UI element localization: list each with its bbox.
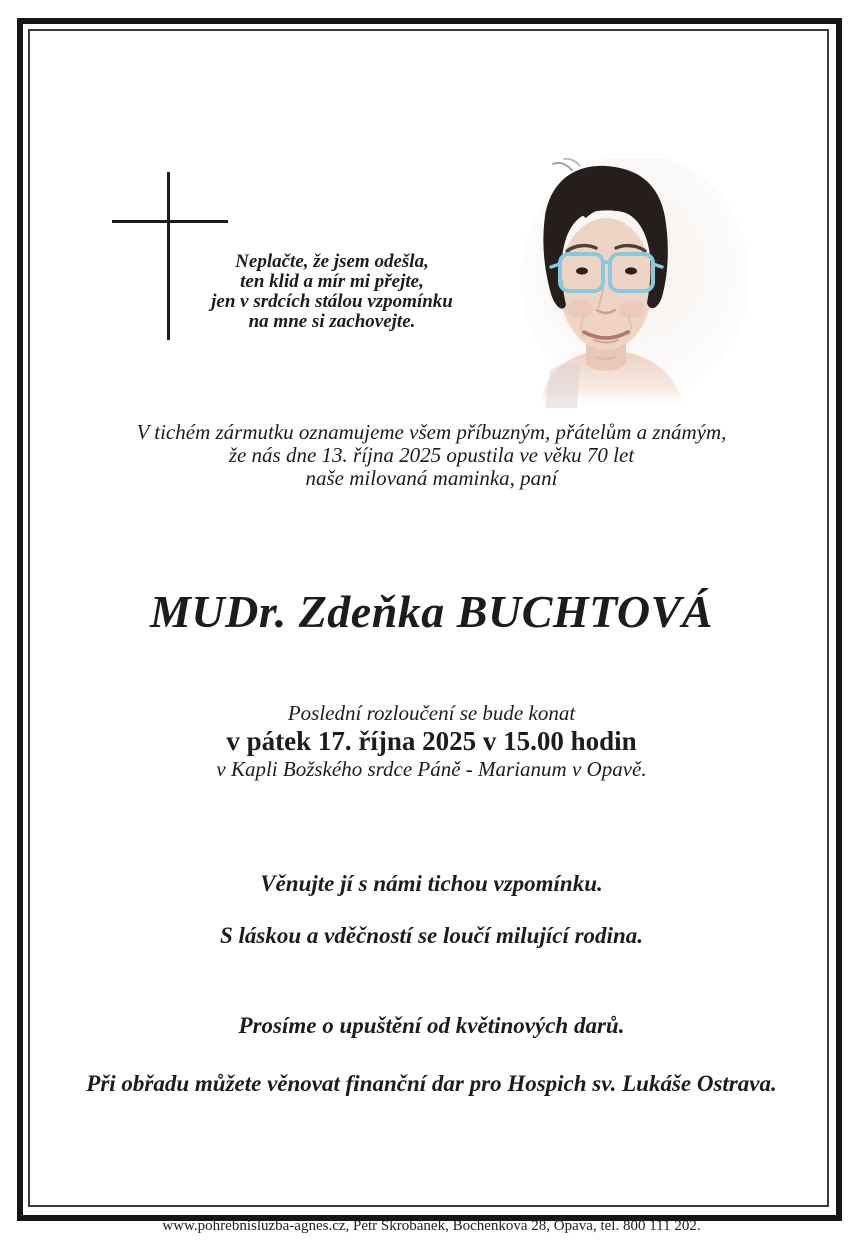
deceased-portrait-illustration [520,158,750,408]
announcement-line: V tichém zármutku oznamujeme všem příbuzným, přátelům a známým, [136,420,727,444]
ceremony-datetime: v pátek 17. října 2025 v 15.00 hodin [226,726,637,756]
announcement-line: že nás dne 13. října 2025 opustila ve věku 70 let [228,443,635,467]
funeral-service-contact: www.pohrebnisluzba-agnes.cz, Petr Škrobánek, Bochenkova 28, Opava, tel. 800 111 202. [162,1218,701,1234]
poem-line: jen v srdcích stálou vzpomínku [211,291,453,312]
memorial-poem [170,252,494,332]
deceased-name: MUDr. Zdeňka BUCHTOVÁ [149,586,714,637]
ceremony-intro: Poslední rozloučení se bude konat [287,701,576,725]
announcement-line: naše milovaná maminka, paní [305,466,558,490]
portrait-photo [520,158,750,408]
donation-note-line: Při obřadu můžete věnovat finanční dar pro Hospich sv. Lukáše Ostrava. [86,1071,777,1096]
family-farewell-line: S láskou a vděčností se loučí milující rodina. [220,923,643,948]
remembrance-line: Věnujte jí s námi tichou vzpomínku. [260,871,603,896]
poem-line: na mne si zachovejte. [248,311,416,332]
ceremony-location: v Kapli Božského srdce Páně - Marianum v Opavě. [216,757,647,781]
poem-line: Neplačte, že jsem odešla, [235,251,429,272]
poem-line: ten klid a mír mi přejte, [240,271,424,292]
death-announcement [0,421,863,490]
ceremony-details [0,701,863,782]
flowers-request-line: Prosíme o upuštění od květinových darů. [238,1013,625,1038]
cross-horizontal-bar [112,220,228,223]
